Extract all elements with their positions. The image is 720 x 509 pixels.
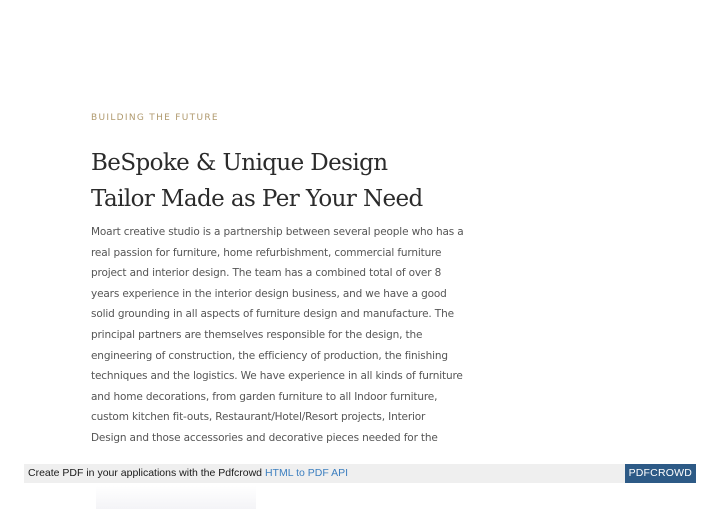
body-line: real passion for furniture, home refurbishment, commercial furniture [91,246,442,259]
pdf-banner [24,464,696,483]
pdfcrowd-brand-button[interactable]: PDFCROWD [625,464,696,483]
body-line: project and interior design. The team has a combined total of over 8 [91,267,442,280]
body-line: engineering of construction, the efficiency of production, the finishing [91,349,448,362]
body-line: techniques and the logistics. We have experience in all kinds of furniture [91,370,463,383]
body-line: Design and those accessories and decorative pieces needed for the [91,431,438,444]
headline-line: BeSpoke & Unique Design [91,150,388,176]
body-line: solid grounding in all aspects of furniture design and manufacture. The [91,308,454,321]
body-line: custom kitchen fit-outs, Restaurant/Hotel/Resort projects, Interior [91,411,426,424]
faded-image-placeholder [96,486,256,509]
body-line: and home decorations, from garden furniture to all Indoor furniture, [91,390,438,403]
pdf-banner-message: Create PDF in your applications with the Pdfcrowd [28,467,265,479]
html-to-pdf-link[interactable]: HTML to PDF API [264,467,348,479]
section-eyebrow: BUILDING THE FUTURE [91,113,219,123]
body-line: principal partners are themselves responsible for the design, the [91,328,423,341]
body-line: Moart creative studio is a partnership between several people who has a [91,226,464,238]
body-line: years experience in the interior design business, and we have a good [91,287,447,300]
pdf-banner-text [28,467,348,479]
section-body [91,222,481,449]
headline-line: Tailor Made as Per Your Need [91,186,423,212]
section-headline [91,145,423,217]
